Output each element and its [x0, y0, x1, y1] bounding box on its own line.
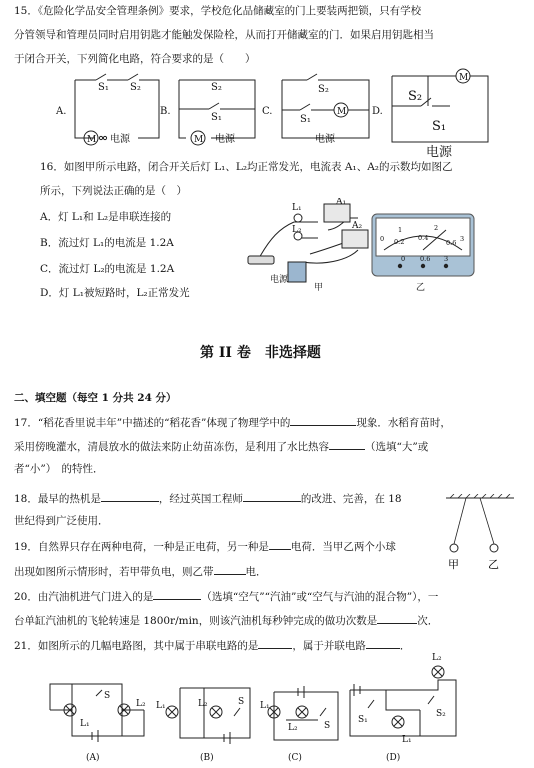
- blank[interactable]: [377, 612, 417, 624]
- svg-text:M: M: [459, 73, 469, 83]
- svg-text:0: 0: [380, 235, 385, 243]
- svg-text:甲: 甲: [314, 283, 324, 293]
- q18-line1: 18．最早的热机是 ，经过英国工程师 的改进、完善，在 18: [14, 490, 402, 506]
- svg-text:L₂: L₂: [198, 699, 208, 709]
- q16-option-c[interactable]: C．流过灯 L₂的电流是 1.2A: [40, 263, 175, 275]
- svg-text:电源: 电源: [110, 134, 130, 145]
- svg-text:S₂: S₂: [408, 89, 423, 104]
- q20-line2: 台单缸汽油机的飞轮转速是 1800r/min，则该汽油机每秒钟完成的做功次数是 次．: [14, 612, 438, 628]
- svg-text:S₁: S₁: [98, 82, 109, 93]
- svg-text:L₁: L₁: [402, 735, 412, 745]
- svg-text:电源: 电源: [270, 275, 289, 285]
- svg-text:0: 0: [401, 255, 406, 263]
- q16-option-b[interactable]: B．流过灯 L₁的电流是 1.2A: [40, 237, 174, 249]
- svg-text:3: 3: [444, 255, 449, 263]
- svg-text:S₁: S₁: [211, 112, 222, 123]
- svg-text:S: S: [238, 697, 245, 707]
- q19-line2: 出现如图所示情形时，若甲带负电，则乙带 电．: [14, 563, 267, 579]
- option-a-label: (A): [86, 753, 100, 763]
- pendulum-balls-figure: [440, 494, 520, 576]
- switch-icon: [248, 256, 274, 264]
- svg-text:乙: 乙: [416, 283, 426, 293]
- svg-text:L₂: L₂: [432, 653, 442, 663]
- q18-line2: 世纪得到广泛使用．: [14, 515, 109, 527]
- option-d-label: (D): [386, 753, 401, 763]
- svg-text:L₁: L₁: [292, 203, 302, 213]
- q19-line1: 19．自然界只存在两种电荷，一种是正电荷，另一种是 电荷．当甲乙两个小球: [14, 538, 396, 554]
- option-a-label: A.: [56, 106, 67, 117]
- option-c-label: (C): [288, 753, 302, 763]
- option-c-label: C.: [262, 106, 273, 117]
- blank[interactable]: [258, 637, 292, 649]
- svg-text:M: M: [194, 135, 204, 145]
- q16-line2: 所示，下列说法正确的是（ ）: [40, 185, 187, 197]
- svg-text:S₂: S₂: [436, 709, 446, 719]
- q16-figures: [240, 198, 480, 294]
- q21-line1: 21．如图所示的几幅电路图，其中属于串联电路的是 ，属于并联电路 ．: [14, 637, 410, 653]
- svg-text:电源: 电源: [426, 145, 453, 160]
- q15-line3: 于闭合开关，下列简化电路，符合要求的是（ ）: [14, 53, 256, 65]
- q20-line1: 20．由汽油机进气门进入的是 （选填“空气”“汽油”或“空气与汽油的混合物”），一: [14, 588, 438, 604]
- ammeter-a2-icon: [342, 230, 368, 248]
- svg-text:0.2: 0.2: [394, 238, 405, 246]
- q15-line1: 15．《危险化学品安全管理条例》要求，学校危化品储藏室的门上要装两把锁，只有学校: [14, 5, 422, 17]
- svg-text:A₂: A₂: [352, 221, 363, 231]
- battery-icon: [288, 262, 306, 282]
- blank[interactable]: [243, 490, 301, 502]
- blank[interactable]: [366, 637, 400, 649]
- q21-circuit-figures: [40, 650, 500, 766]
- q16-line1: 16．如图甲所示电路，闭合开关后灯 L₁、L₂均正常发光，电流表 A₁、A₂的示数均如图乙: [40, 161, 453, 173]
- svg-text:A₁: A₁: [336, 198, 347, 207]
- q17-line2: 采用傍晚灌水，清晨放水的做法来防止幼苗冻伤，是利用了水比热容 （选填“大”或: [14, 438, 428, 454]
- svg-text:S₂: S₂: [211, 82, 222, 93]
- svg-text:L₁: L₁: [260, 701, 270, 711]
- svg-text:0.6: 0.6: [420, 255, 431, 263]
- section-title: 第 II 卷 非选择题: [200, 345, 321, 361]
- q17-line1: 17．“稻花香里说丰年”中描述的“稻花香”体现了物理学中的 现象．水稻育苗时，: [14, 414, 451, 430]
- svg-text:S₂: S₂: [318, 84, 329, 95]
- svg-text:L₁: L₁: [156, 701, 166, 711]
- option-b-label: B.: [160, 106, 171, 117]
- blank[interactable]: [214, 563, 246, 575]
- svg-text:电源: 电源: [215, 134, 235, 145]
- blank[interactable]: [329, 438, 365, 450]
- svg-text:3: 3: [460, 235, 465, 243]
- part2-heading: 二、填空题（每空 1 分共 24 分）: [14, 392, 177, 404]
- svg-text:0.4: 0.4: [418, 234, 429, 242]
- svg-text:甲: 甲: [448, 558, 459, 571]
- svg-text:2: 2: [434, 224, 439, 232]
- svg-text:L₂: L₂: [136, 699, 146, 709]
- q15-line2: 分管领导和管理员同时启用钥匙才能触发保险栓，从而打开储藏室的门．如果启用钥匙相当: [14, 29, 434, 41]
- svg-text:S₁: S₁: [432, 119, 447, 134]
- q15-circuit-figures: [0, 66, 534, 170]
- svg-text:1: 1: [398, 226, 403, 234]
- q17-line3: 者“小”） 的特性．: [14, 463, 104, 475]
- svg-text:L₁: L₁: [80, 719, 90, 729]
- svg-text:L₂: L₂: [292, 225, 302, 235]
- svg-text:S₁: S₁: [358, 715, 368, 725]
- blank[interactable]: [290, 414, 356, 426]
- q16-option-d[interactable]: D．灯 L₁被短路时，L₂正常发光: [40, 287, 190, 299]
- svg-text:0.6: 0.6: [446, 239, 457, 247]
- blank[interactable]: [269, 538, 291, 550]
- blank[interactable]: [153, 588, 201, 600]
- q16-option-a[interactable]: A．灯 L₁和 L₂是串联连接的: [40, 211, 172, 223]
- svg-text:S: S: [324, 721, 331, 731]
- ammeter-dial-figure: [372, 214, 474, 276]
- svg-text:M: M: [87, 135, 97, 145]
- svg-text:M: M: [337, 107, 347, 117]
- blank[interactable]: [101, 490, 159, 502]
- svg-text:电源: 电源: [315, 134, 335, 145]
- svg-text:S₂: S₂: [130, 82, 141, 93]
- svg-text:S₁: S₁: [300, 114, 311, 125]
- svg-text:乙: 乙: [488, 558, 499, 571]
- option-b-label: (B): [200, 753, 214, 763]
- svg-text:S: S: [104, 691, 111, 701]
- option-d-label: D.: [372, 106, 383, 117]
- svg-text:L₂: L₂: [288, 723, 298, 733]
